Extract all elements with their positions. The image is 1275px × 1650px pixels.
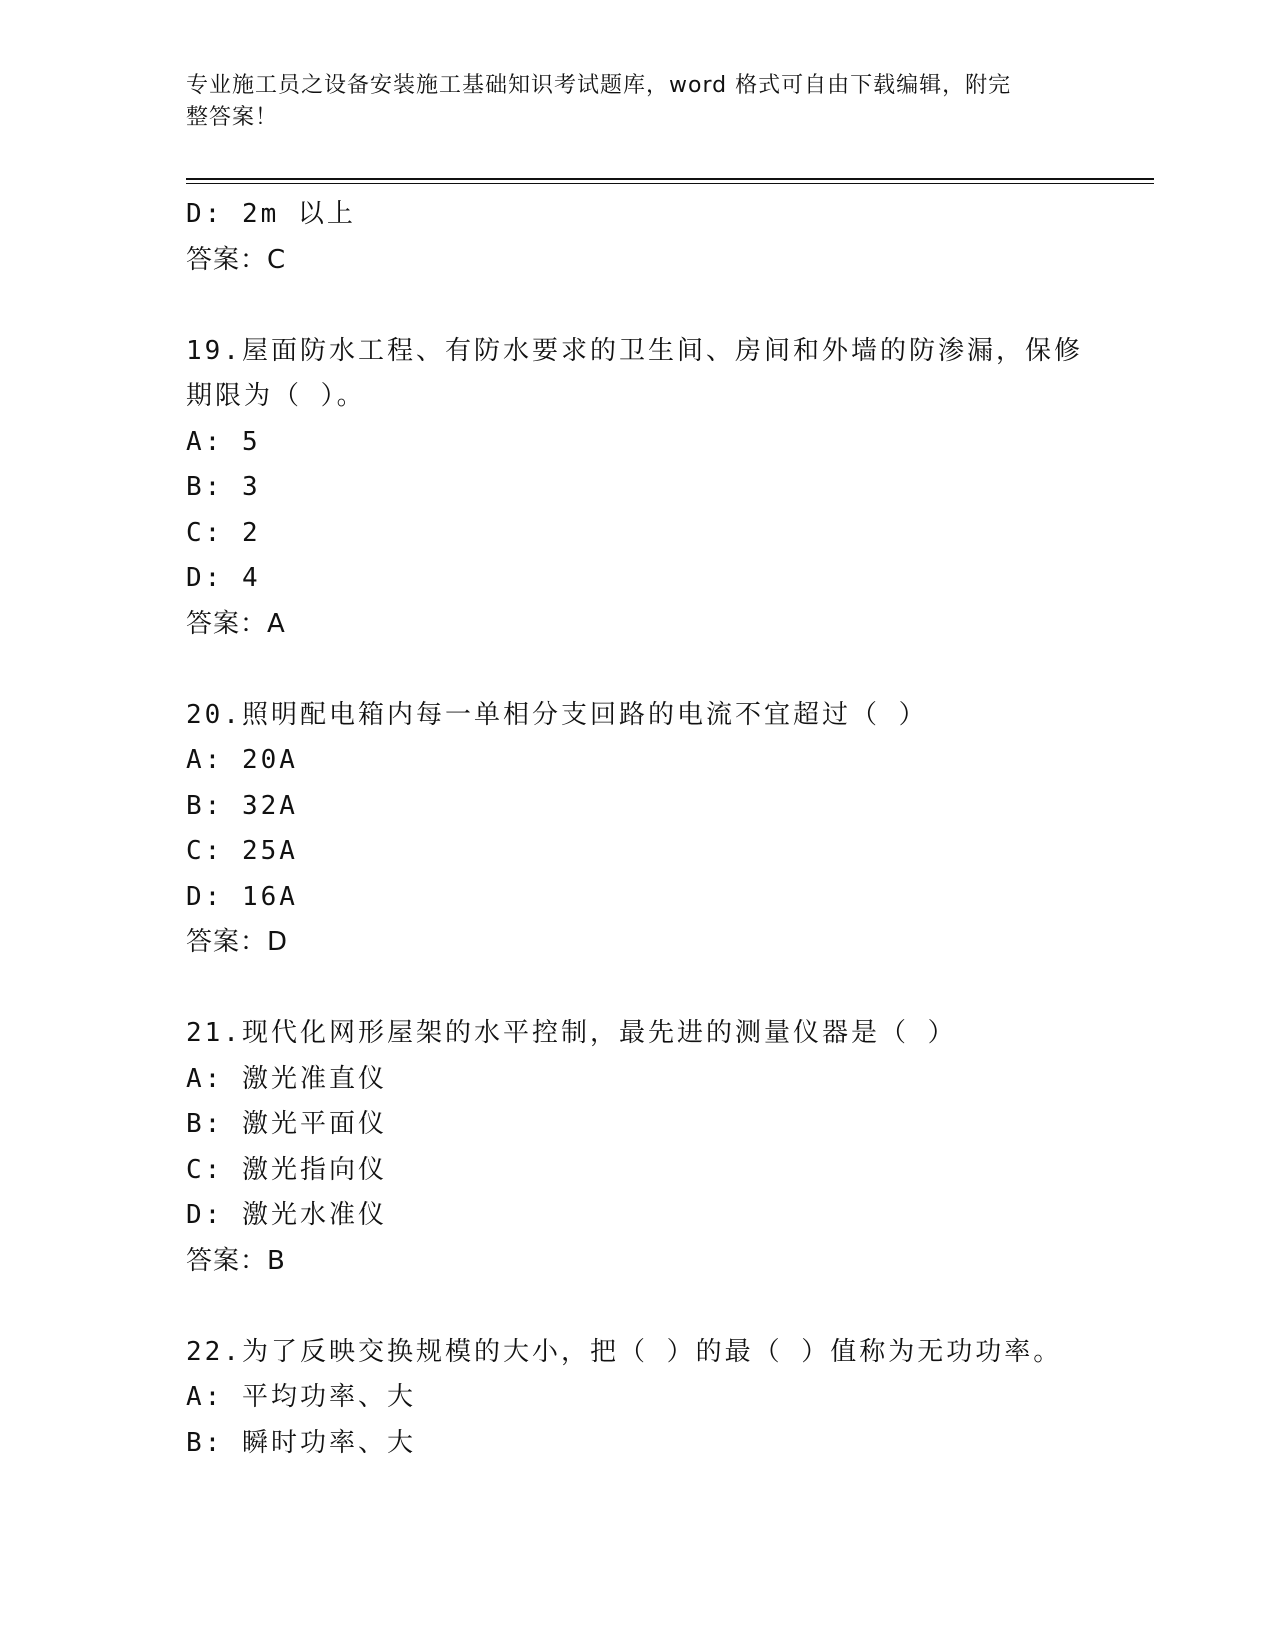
- header-line-1: 专业施工员之设备安装施工基础知识考试题库，word 格式可自由下载编辑，附完: [186, 73, 1012, 98]
- question-21: [186, 1011, 1086, 1284]
- question-19: [186, 329, 1086, 648]
- option-a: A: 5: [186, 426, 261, 457]
- option-b: B: 32A: [186, 790, 298, 821]
- question-text: 21.现代化网形屋架的水平控制，最先进的测量仪器是（ ）: [186, 1018, 957, 1048]
- document-header: [186, 70, 1066, 134]
- option-a: A: 激光准直仪: [186, 1063, 387, 1094]
- option-b: B: 3: [186, 472, 261, 502]
- spacer: [186, 647, 1086, 693]
- answer: 答案：B: [186, 1245, 286, 1276]
- question-20: [186, 693, 1086, 966]
- question-list: [186, 192, 1086, 1466]
- question-text: 22.为了反映交换规模的大小，把（ ）的最（ ）值称为无功功率。: [186, 1336, 1063, 1367]
- spacer: [186, 1284, 1086, 1330]
- option-d: D: 激光水准仪: [186, 1200, 387, 1230]
- option-c: C: 激光指向仪: [186, 1154, 387, 1185]
- option-c: C: 25A: [186, 836, 298, 866]
- answer: 答案：A: [186, 608, 286, 639]
- option-c: C: 2: [186, 517, 261, 548]
- question-text-cont: 期限为（ ）。: [186, 381, 366, 411]
- option-d: D: 16A: [186, 881, 298, 912]
- answer: 答案：D: [186, 927, 289, 957]
- option-b: B: 瞬时功率、大: [186, 1427, 416, 1458]
- question-text: 19.屋面防水工程、有防水要求的卫生间、房间和外墙的防渗漏，保修: [186, 335, 1083, 366]
- question-text: 20.照明配电箱内每一单相分支回路的电流不宜超过（ ）: [186, 699, 928, 730]
- header-line-2: 整答案！: [186, 105, 279, 130]
- spacer: [186, 966, 1086, 1012]
- option-d: D: 4: [186, 563, 261, 593]
- option-a: A: 平均功率、大: [186, 1382, 416, 1412]
- option-a: A: 20A: [186, 745, 298, 775]
- header-rule-thick: [186, 178, 1154, 180]
- option-d: D: 2m 以上: [186, 199, 356, 229]
- question-22: [186, 1330, 1086, 1467]
- option-b: B: 激光平面仪: [186, 1109, 387, 1139]
- header-rule-thin: [186, 183, 1154, 184]
- spacer: [186, 283, 1086, 329]
- answer: 答案：C: [186, 244, 287, 275]
